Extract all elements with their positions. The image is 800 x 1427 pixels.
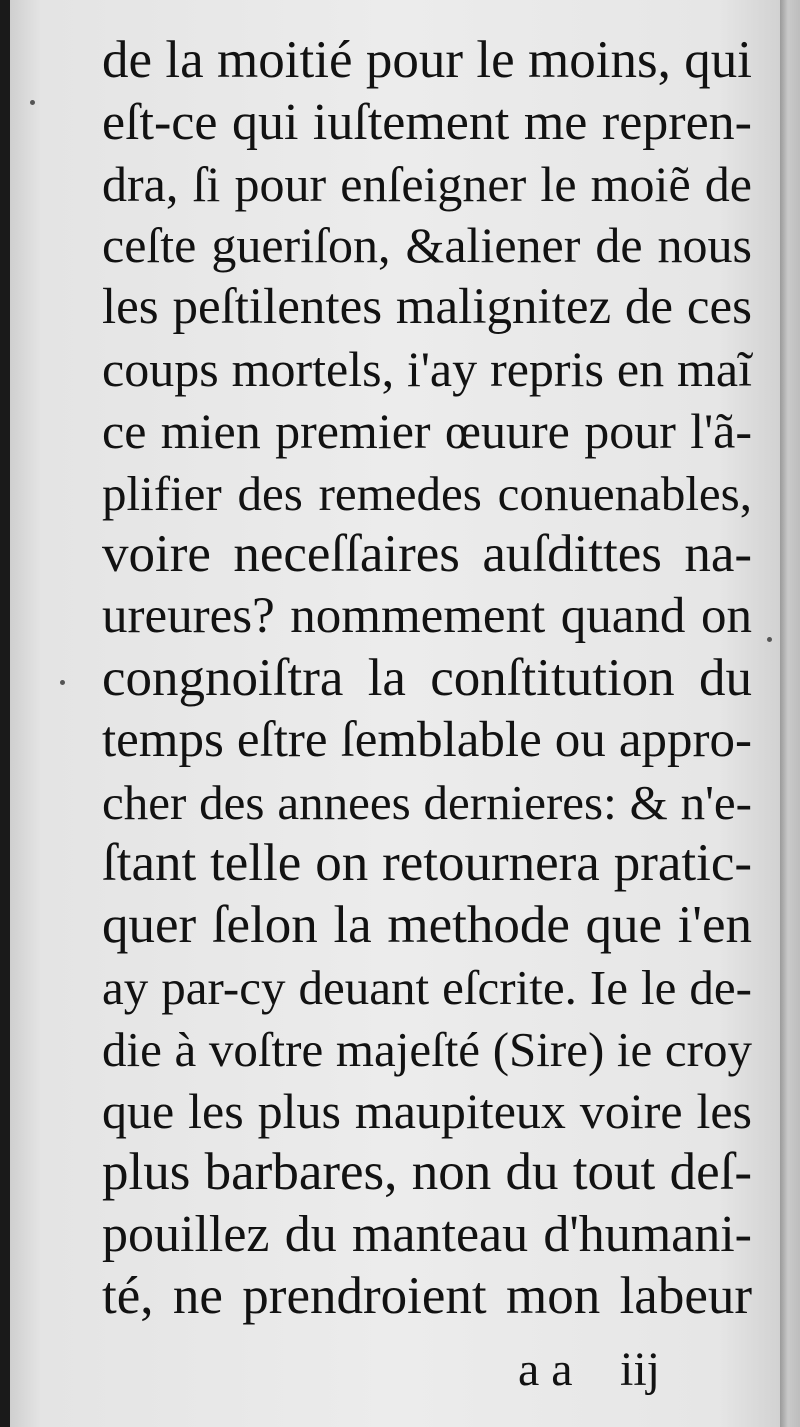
text-line: ce mien premier œuure pour l'ã- xyxy=(102,402,752,459)
text-line: voire neceſſaires auſdittes na- xyxy=(102,525,752,584)
text-line: quer ſelon la methode que i'en xyxy=(102,896,752,955)
text-line: coups mortels, i'ay repris en maĩ xyxy=(102,340,752,397)
text-line: plus barbares, non du tout deſ- xyxy=(102,1143,752,1202)
text-line: die à voſtre majeſté (Sire) ie croy xyxy=(102,1021,752,1077)
text-line: pouillez du manteau d'humani- xyxy=(102,1206,752,1264)
page-gutter-edge xyxy=(780,0,800,1427)
ink-speck xyxy=(60,680,65,685)
ink-speck xyxy=(30,100,35,105)
text-line: de la moitié pour le moins, qui xyxy=(102,31,752,89)
folio-number: iij xyxy=(620,1343,661,1396)
text-line: cher des annees dernieres: & n'e- xyxy=(102,774,752,830)
text-line: ceſte gueriſon, &aliener de nous xyxy=(102,217,752,274)
text-line: dra, ſi pour enſeigner le moiẽ de xyxy=(102,155,752,212)
ink-speck xyxy=(767,637,772,642)
text-line: temps eſtre ſemblable ou appro- xyxy=(102,711,752,768)
text-line: ſtant telle on retournera pratic- xyxy=(102,834,752,893)
text-line: les peſtilentes malignitez de ces xyxy=(102,279,752,336)
text-line: eſt-ce qui iuſtement me repren- xyxy=(102,93,752,151)
text-line: ay par-cy deuant eſcrite. Ie le de- xyxy=(102,959,752,1015)
body-text xyxy=(102,30,752,1328)
text-line: que les plus maupiteux voire les xyxy=(102,1082,752,1139)
signature-mark: a a xyxy=(518,1343,573,1396)
text-line: plifier des remedes conuenables, xyxy=(102,465,752,521)
text-line: té, ne prendroient mon labeur xyxy=(102,1266,752,1325)
text-line: ureures? nommement quand on xyxy=(102,588,752,645)
text-line: congnoiſtra la conſtitution du xyxy=(102,648,752,707)
